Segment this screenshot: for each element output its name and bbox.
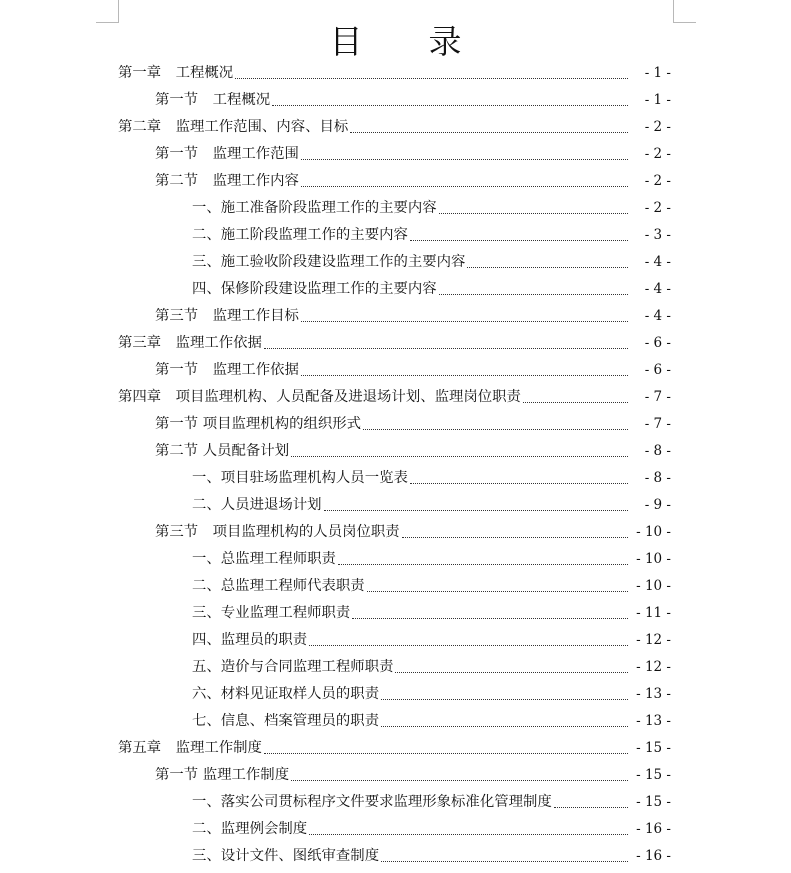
- toc-entry-page-number: - 4 -: [644, 254, 671, 270]
- toc-entry[interactable]: [0, 87, 791, 114]
- toc-dot-leader: [264, 753, 628, 754]
- toc-entry[interactable]: [0, 276, 791, 303]
- toc-entry[interactable]: [0, 843, 791, 870]
- toc-entry[interactable]: [0, 303, 791, 330]
- toc-dot-leader: [324, 510, 628, 511]
- toc-entry-page-number: - 12 -: [636, 659, 671, 675]
- toc-entry-page-number: - 11 -: [636, 605, 671, 621]
- toc-entry-label: 二、人员进退场计划: [192, 497, 322, 513]
- toc-entry-page-number: - 8 -: [644, 470, 671, 486]
- toc-entry-label: 七、信息、档案管理员的职责: [192, 713, 380, 729]
- toc-entry-label: 第四章 项目监理机构、人员配备及进退场计划、监理岗位职责: [118, 389, 521, 405]
- toc-dot-leader: [235, 78, 628, 79]
- toc-entry-label: 第五章 监理工作制度: [118, 740, 262, 756]
- toc-entry-page-number: - 2 -: [644, 173, 671, 189]
- toc-dot-leader: [301, 186, 628, 187]
- toc-entry-page-number: - 1 -: [644, 92, 671, 108]
- toc-entry-label: 第三节 项目监理机构的人员岗位职责: [155, 524, 400, 540]
- toc-dot-leader: [395, 672, 628, 673]
- toc-entry-label: 六、材料见证取样人员的职责: [192, 686, 380, 702]
- toc-entry-label: 第一节 项目监理机构的组织形式: [155, 416, 362, 432]
- toc-entry-label: 第二节 人员配备计划: [155, 443, 290, 459]
- toc-entry-label: 四、监理员的职责: [192, 632, 308, 648]
- crop-mark-top-left: [96, 0, 119, 23]
- toc-entry[interactable]: [0, 546, 791, 573]
- toc-entry-label: 三、专业监理工程师职责: [192, 605, 351, 621]
- toc-entry[interactable]: [0, 600, 791, 627]
- toc-entry-page-number: - 4 -: [644, 308, 671, 324]
- toc-entry-label: 一、施工准备阶段监理工作的主要内容: [192, 200, 437, 216]
- toc-entry-page-number: - 15 -: [636, 767, 671, 783]
- table-of-contents: [0, 60, 791, 870]
- toc-entry-page-number: - 10 -: [636, 551, 671, 567]
- toc-entry[interactable]: [0, 357, 791, 384]
- toc-entry-page-number: - 16 -: [636, 848, 671, 864]
- toc-dot-leader: [338, 564, 628, 565]
- toc-dot-leader: [439, 294, 628, 295]
- toc-entry-label: 二、监理例会制度: [192, 821, 308, 837]
- toc-entry-label: 第一节 工程概况: [155, 92, 271, 108]
- toc-entry-page-number: - 10 -: [636, 578, 671, 594]
- toc-entry-page-number: - 8 -: [644, 443, 671, 459]
- crop-mark-top-right: [673, 0, 696, 23]
- toc-entry-page-number: - 6 -: [644, 362, 671, 378]
- toc-dot-leader: [381, 861, 628, 862]
- toc-dot-leader: [309, 645, 628, 646]
- toc-dot-leader: [467, 267, 628, 268]
- toc-entry-label: 一、总监理工程师职责: [192, 551, 336, 567]
- toc-entry-page-number: - 15 -: [636, 794, 671, 810]
- toc-entry[interactable]: [0, 789, 791, 816]
- toc-entry-page-number: - 6 -: [644, 335, 671, 351]
- toc-dot-leader: [363, 429, 628, 430]
- toc-entry-label: 第二章 监理工作范围、内容、目标: [118, 119, 349, 135]
- toc-entry[interactable]: [0, 816, 791, 843]
- toc-entry[interactable]: [0, 573, 791, 600]
- toc-entry[interactable]: [0, 438, 791, 465]
- toc-entry[interactable]: [0, 519, 791, 546]
- toc-dot-leader: [381, 726, 628, 727]
- toc-entry-page-number: - 15 -: [636, 740, 671, 756]
- toc-dot-leader: [350, 132, 628, 133]
- toc-entry-label: 二、施工阶段监理工作的主要内容: [192, 227, 408, 243]
- toc-entry[interactable]: [0, 492, 791, 519]
- toc-entry[interactable]: [0, 222, 791, 249]
- toc-title: 目 录: [329, 22, 462, 61]
- toc-entry-label: 三、施工验收阶段建设监理工作的主要内容: [192, 254, 466, 270]
- toc-entry-page-number: - 2 -: [644, 200, 671, 216]
- toc-entry-label: 三、设计文件、图纸审查制度: [192, 848, 380, 864]
- toc-dot-leader: [301, 375, 628, 376]
- toc-dot-leader: [410, 240, 628, 241]
- toc-entry-label: 第一节 监理工作范围: [155, 146, 299, 162]
- toc-dot-leader: [291, 456, 628, 457]
- toc-entry-page-number: - 2 -: [644, 146, 671, 162]
- toc-entry-page-number: - 9 -: [644, 497, 671, 513]
- toc-entry-label: 第一章 工程概况: [118, 65, 234, 81]
- toc-entry[interactable]: [0, 249, 791, 276]
- toc-entry[interactable]: [0, 141, 791, 168]
- toc-entry[interactable]: [0, 411, 791, 438]
- toc-entry-label: 五、造价与合同监理工程师职责: [192, 659, 394, 675]
- toc-dot-leader: [352, 618, 628, 619]
- toc-entry-page-number: - 12 -: [636, 632, 671, 648]
- toc-entry[interactable]: [0, 762, 791, 789]
- toc-dot-leader: [264, 348, 628, 349]
- toc-entry-page-number: - 4 -: [644, 281, 671, 297]
- toc-entry-label: 第三节 监理工作目标: [155, 308, 299, 324]
- toc-dot-leader: [523, 402, 628, 403]
- toc-entry-label: 一、项目驻场监理机构人员一览表: [192, 470, 408, 486]
- toc-entry[interactable]: [0, 735, 791, 762]
- toc-entry[interactable]: [0, 384, 791, 411]
- toc-dot-leader: [309, 834, 628, 835]
- toc-entry-page-number: - 7 -: [644, 416, 671, 432]
- toc-entry[interactable]: [0, 627, 791, 654]
- toc-dot-leader: [402, 537, 628, 538]
- toc-entry-page-number: - 1 -: [644, 65, 671, 81]
- toc-entry-label: 四、保修阶段建设监理工作的主要内容: [192, 281, 437, 297]
- toc-dot-leader: [381, 699, 628, 700]
- toc-entry[interactable]: [0, 168, 791, 195]
- toc-entry-page-number: - 13 -: [636, 713, 671, 729]
- toc-dot-leader: [554, 807, 628, 808]
- toc-entry-page-number: - 2 -: [644, 119, 671, 135]
- toc-dot-leader: [301, 321, 628, 322]
- toc-entry-label: 一、落实公司贯标程序文件要求监理形象标准化管理制度: [192, 794, 552, 810]
- toc-entry[interactable]: [0, 681, 791, 708]
- toc-entry-page-number: - 16 -: [636, 821, 671, 837]
- toc-entry[interactable]: [0, 195, 791, 222]
- toc-entry[interactable]: [0, 330, 791, 357]
- toc-entry-page-number: - 7 -: [644, 389, 671, 405]
- toc-entry-label: 第二节 监理工作内容: [155, 173, 299, 189]
- toc-dot-leader: [272, 105, 628, 106]
- toc-entry[interactable]: [0, 708, 791, 735]
- toc-entry-label: 第一节 监理工作依据: [155, 362, 299, 378]
- toc-dot-leader: [410, 483, 628, 484]
- toc-entry-page-number: - 10 -: [636, 524, 671, 540]
- toc-entry-label: 第三章 监理工作依据: [118, 335, 262, 351]
- toc-entry[interactable]: [0, 114, 791, 141]
- toc-dot-leader: [367, 591, 628, 592]
- toc-dot-leader: [291, 780, 628, 781]
- toc-entry-label: 第一节 监理工作制度: [155, 767, 290, 783]
- toc-entry-page-number: - 13 -: [636, 686, 671, 702]
- toc-entry[interactable]: [0, 60, 791, 87]
- toc-entry-page-number: - 3 -: [644, 227, 671, 243]
- toc-dot-leader: [439, 213, 628, 214]
- toc-entry-label: 二、总监理工程师代表职责: [192, 578, 365, 594]
- toc-entry[interactable]: [0, 465, 791, 492]
- toc-dot-leader: [301, 159, 628, 160]
- toc-entry[interactable]: [0, 654, 791, 681]
